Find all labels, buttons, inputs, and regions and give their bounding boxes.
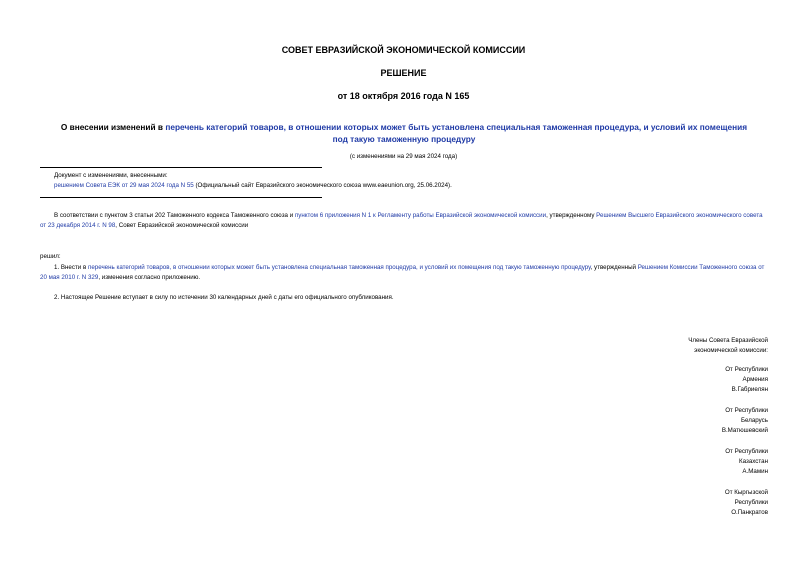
signature-country-line: Армения	[742, 376, 768, 383]
signature-country-line: От Кыргызской	[724, 489, 768, 496]
item-1-text-3: , изменения согласно приложению.	[98, 274, 201, 281]
item-1-paragraph	[40, 263, 768, 283]
item-1-link-decision[interactable]: Решением Комиссии Таможенного союза от 20 мая 2010 г. N 329	[40, 264, 765, 281]
date-number-heading: от 18 октября 2016 года N 165	[337, 91, 470, 101]
preamble-text-3: , Совет Евразийской экономической комиссии	[115, 222, 249, 229]
changes-box-rest: (Официальный сайт Евразийского экономического союза www.eaeunion.org, 25.06.2024).	[193, 182, 452, 189]
signatory-name: В.Матюшевский	[721, 427, 768, 434]
changes-box-link[interactable]: решением Совета ЕЭК от 29 мая 2024 года N 55	[54, 182, 194, 189]
signature-country-line: Республики	[734, 499, 768, 506]
item-1-text-1: 1. Внести в	[54, 264, 88, 271]
preamble-link-regulation[interactable]: пунктом 6 приложения N 1 к Регламенту работы Евразийской экономической комиссии	[294, 212, 547, 219]
item-2-paragraph: 2. Настоящее Решение вступает в силу по истечении 30 календарных дней с даты его официального опубликования.	[54, 294, 394, 301]
preamble-text-2: , утвержденному	[546, 212, 597, 219]
changes-box-bottom-rule	[40, 197, 322, 198]
preamble-paragraph	[40, 211, 768, 231]
preamble-link-decision[interactable]: Решением Высшего Евразийского экономического совета от 23 декабря 2014 г. N 98	[40, 212, 763, 229]
signature-block	[725, 447, 768, 477]
document-title	[55, 121, 753, 145]
title-prefix: О внесении изменений в	[60, 122, 166, 132]
signature-country-line: От Республики	[725, 366, 768, 373]
signature-country-line: Беларусь	[740, 417, 768, 424]
signatures-heading-line: экономической комиссии:	[694, 347, 768, 354]
council-heading: СОВЕТ ЕВРАЗИЙСКОЙ ЭКОНОМИЧЕСКОЙ КОМИССИИ	[281, 45, 526, 55]
signatory-name: О.Панкратов	[731, 509, 768, 516]
changes-box-heading: Документ с изменениями, внесенными:	[54, 172, 168, 179]
amendment-note: (с изменениями на 29 мая 2024 года)	[349, 153, 458, 160]
signatory-name: В.Габриелян	[731, 386, 768, 393]
signature-country-line: От Республики	[725, 407, 768, 414]
item-1-text-2: , утвержденный	[590, 264, 638, 271]
signatory-name: А.Мамин	[742, 468, 768, 475]
signature-country-line: От Республики	[725, 448, 768, 455]
signature-block	[725, 488, 768, 518]
item-1-link-list[interactable]: перечень категорий товаров, в отношении которых может быть установлена специальная таможенная процедура, и условий их помещения под такую таможенную процедуру	[87, 264, 591, 271]
title-link[interactable]: перечень категорий товаров, в отношении которых может быть установлена специальная таможенная процедура, и условий их помещения под такую таможенную процедуру	[165, 122, 748, 144]
signature-block	[722, 406, 768, 436]
changes-box-entry	[54, 181, 452, 191]
doc-type-heading: РЕШЕНИЕ	[380, 68, 427, 78]
signature-block	[725, 365, 768, 395]
changes-box-top-rule	[40, 167, 322, 168]
preamble-text-1: В соответствии с пунктом 3 статьи 202 Таможенного кодекса Таможенного союза и	[54, 212, 295, 219]
signatures-heading	[688, 336, 768, 356]
signature-country-line: Казахстан	[739, 458, 768, 465]
signatures-heading-line: Члены Совета Евразийской	[688, 337, 768, 344]
decided-label: решил:	[40, 253, 61, 260]
